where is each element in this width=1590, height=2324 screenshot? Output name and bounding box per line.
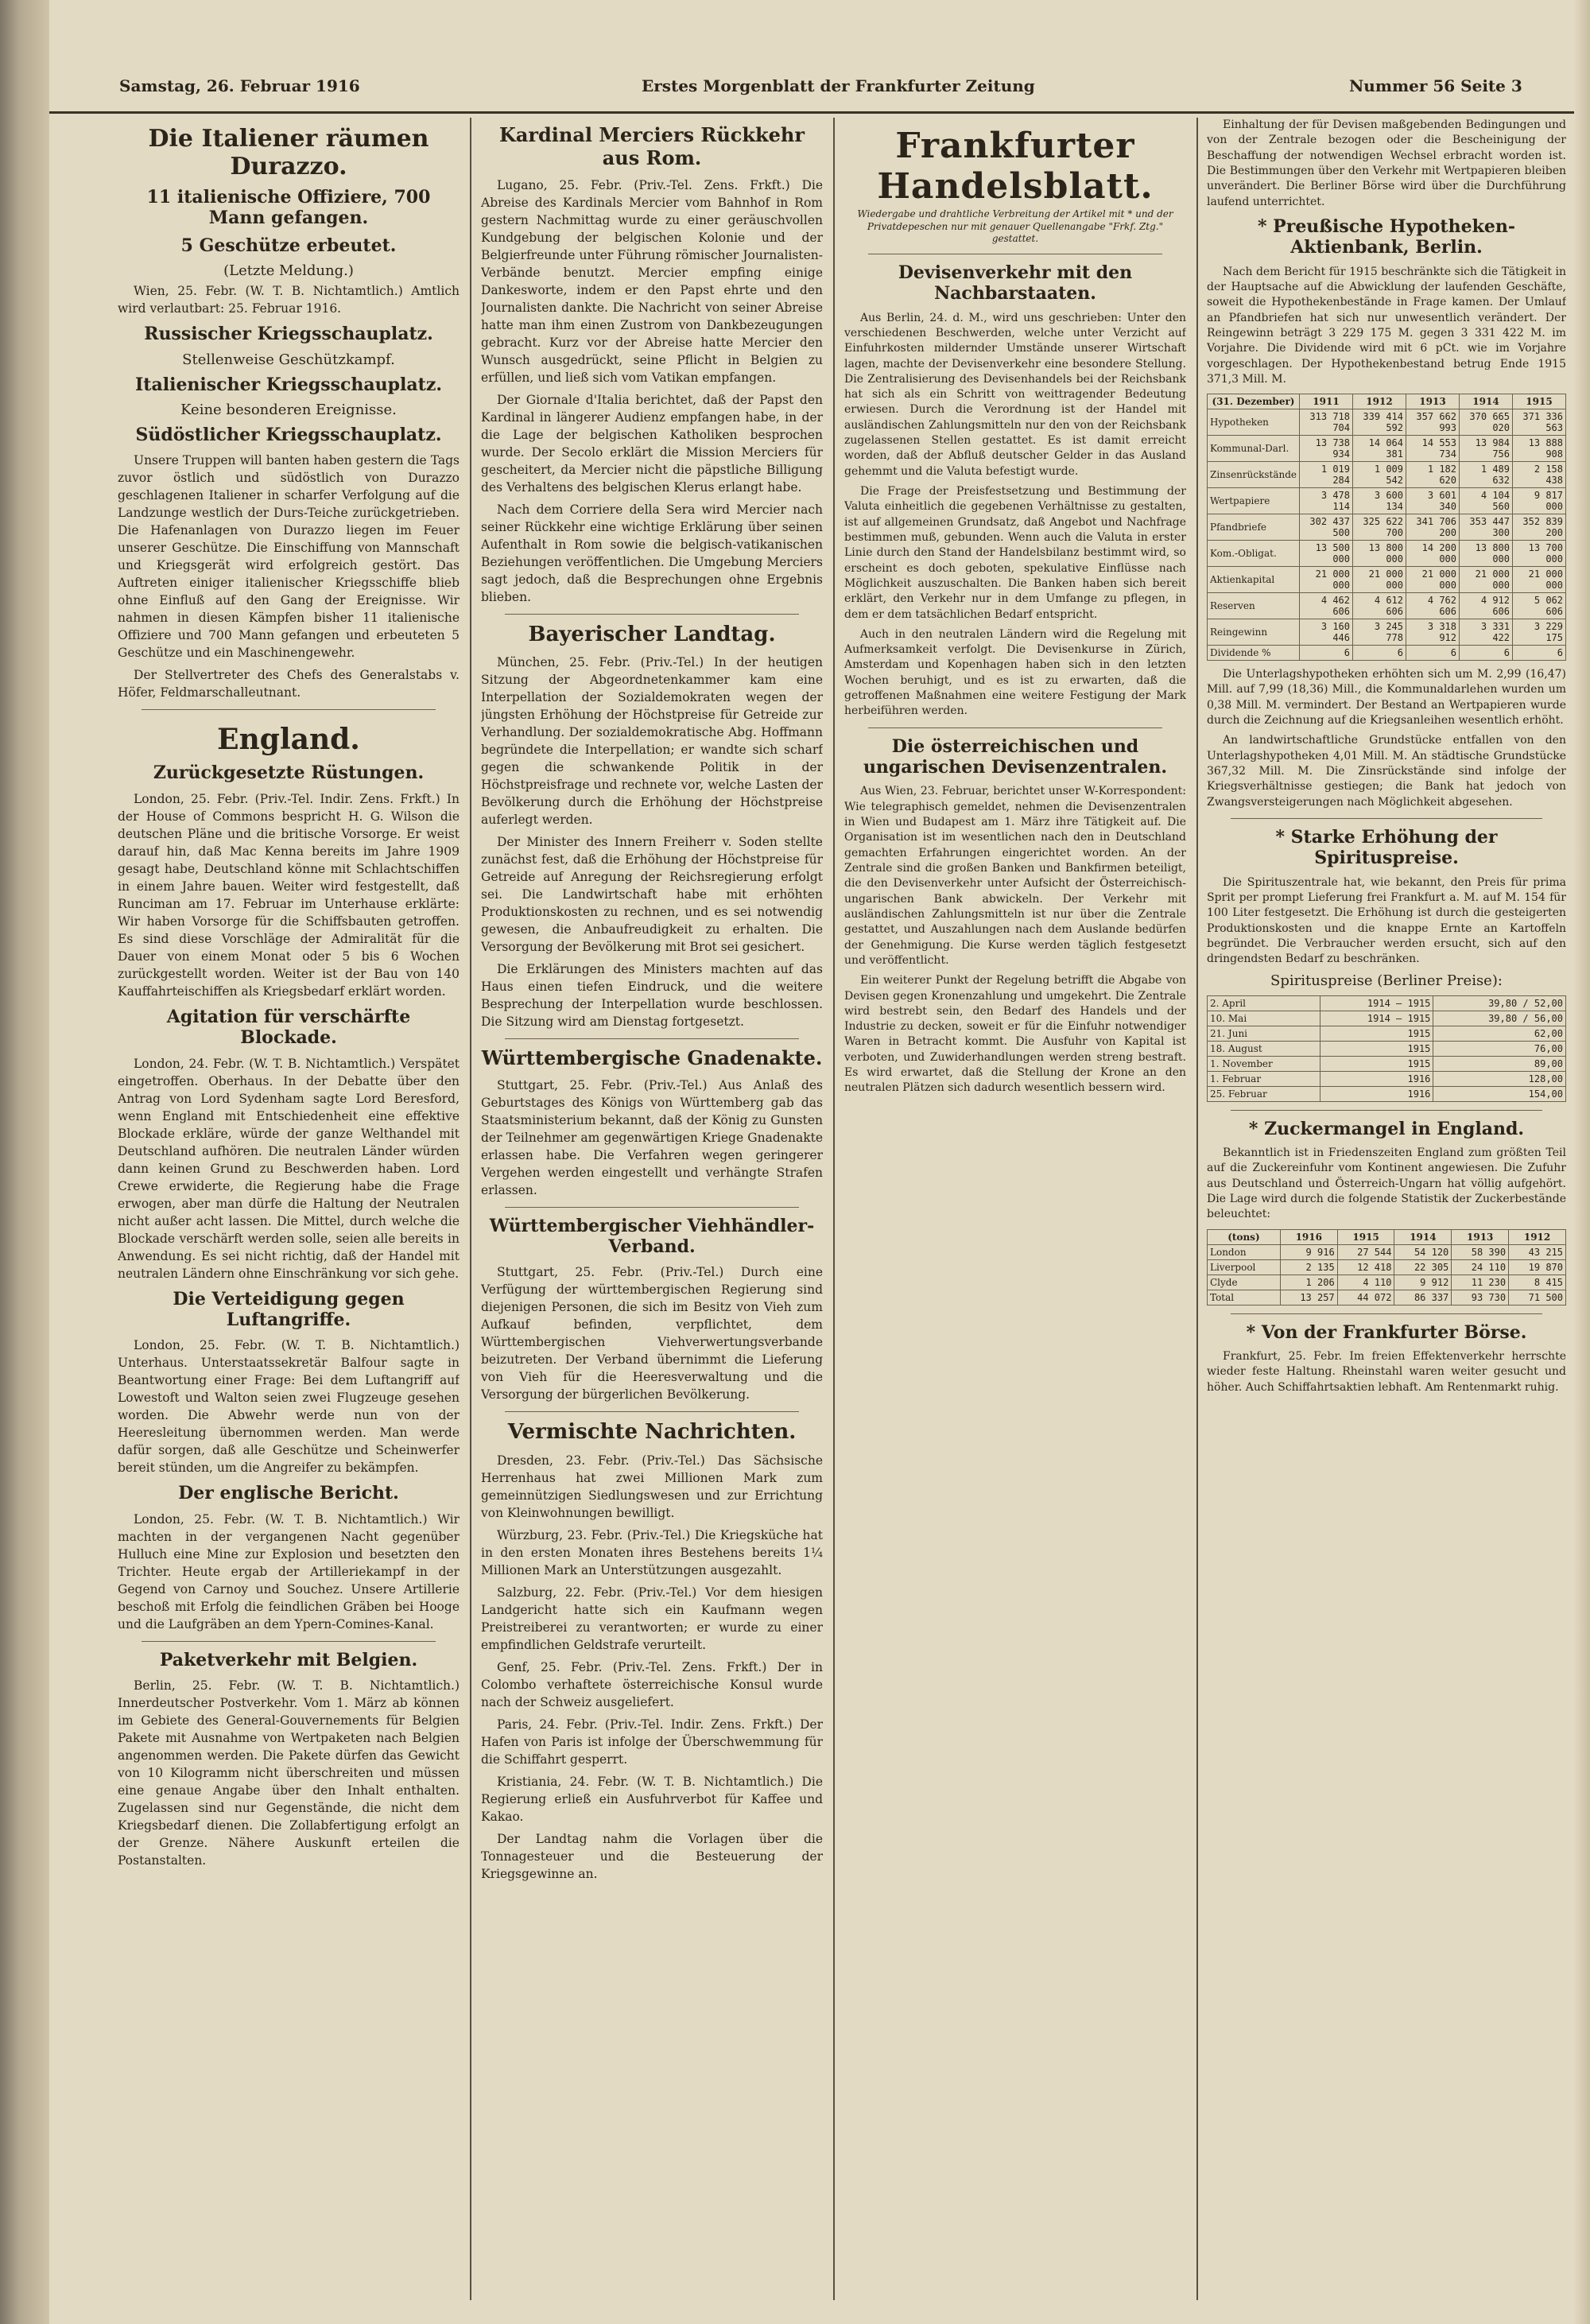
table-column-header: 1915 <box>1337 1229 1394 1244</box>
table-cell: 1916 <box>1320 1071 1433 1086</box>
table-row <box>1208 1290 1566 1305</box>
table-cell: 370 665 020 <box>1460 409 1513 436</box>
table-column-header: 1911 <box>1300 394 1353 409</box>
table-cell: 1915 <box>1320 1056 1433 1071</box>
table-cell: 71 500 <box>1509 1290 1566 1305</box>
paragraph: Die Frage der Preisfestsetzung und Bestimmung der Valuta einheitlich die gegebenen Verhältnisse zu gestalten, ist auf allgemeinen Grundsatz, daß Angebot und Nachfrage bestimmen muß, gebunden. Wenn auch die Valuta in erster Linie durch den Stand der Handelsbilanz bestimmt wird, so erscheint es doch geboten, spekulative Einflüsse nach Möglichkeit auszuschalten. Die Banken haben sich bereit erklärt, den Verkehr nur in dem Umfange zu pflegen, in dem er dem tatsächlichen Bedarf entspricht. <box>844 485 1186 621</box>
table-cell: 14 064 381 <box>1353 436 1406 462</box>
note: Stellenweise Geschützkampf. <box>182 351 395 368</box>
table-cell: Clyde <box>1208 1275 1281 1290</box>
table-cell: 93 730 <box>1452 1290 1509 1305</box>
headline: Kardinal Merciers Rückkehr aus Rom. <box>498 123 805 169</box>
table-cell: 3 160 446 <box>1300 619 1353 646</box>
table-cell: 10. Mai <box>1208 1011 1320 1026</box>
headline: Bayerischer Landtag. <box>528 622 776 646</box>
table-column-header: 1916 <box>1280 1229 1337 1244</box>
table-column-header: 1913 <box>1406 394 1460 409</box>
table-row <box>1208 646 1566 661</box>
headline: * Zuckermangel in England. <box>1248 1118 1525 1139</box>
table-cell: 76,00 <box>1433 1041 1566 1056</box>
table-cell: 3 331 422 <box>1460 619 1513 646</box>
table-cell: 25. Februar <box>1208 1086 1320 1101</box>
table-cell: 1914 — 1915 <box>1320 995 1433 1011</box>
headline: Paketverkehr mit Belgien. <box>159 1649 418 1670</box>
table-cell: 357 662 993 <box>1406 409 1460 436</box>
table-cell: Reingewinn <box>1208 619 1300 646</box>
column-4 <box>1207 118 1566 2300</box>
table-cell: 86 337 <box>1394 1290 1452 1305</box>
headline: Devisenverkehr mit den Nachbarstaaten. <box>898 262 1133 305</box>
table-cell: 13 888 908 <box>1513 436 1566 462</box>
paragraph: London, 25. Febr. (Priv.-Tel. Indir. Zens. Frkft.) In der House of Commons bespricht H. G. Wilson die deutschen Pläne und die britische Vorsorge. Er weist darauf hin, daß Mac Kenna bereits im Jahre 1909 gesagt habe, Deutschland könne mit Schlachtschiffen in einem Jahre bauen. Weiter wird festgestellt, daß Runciman am 17. Februar im Unterhause erklärte: Wir haben Vorsorge für die Schiffsbauten getroffen. Es sind diese Vorschläge der Admiralität für die Dauer von einem Monat oder 5 bis 6 Wochen zurückgestellt worden. Weiter ist der Bau von 140 Kauffahrteischiffen als Kriegsbedarf erklärt worden. <box>118 791 460 999</box>
paragraph: Stuttgart, 25. Febr. (Priv.-Tel.) Aus Anlaß des Geburtstages des Königs von Württemberg gab das Staatsministerium bekannt, daß der König zu Gunsten der Teilnehmer am gegenwärtigen Kriege Gnadenakte erlassen habe. Die Verfahren wegen geringerer Vergehen werden eingestellt und verhängte Strafen erlassen. <box>481 1077 823 1197</box>
header-title: Erstes Morgenblatt der Frankfurter Zeitung <box>642 76 1035 95</box>
table-cell: 3 318 912 <box>1406 619 1460 646</box>
table-cell: 9 912 <box>1394 1275 1452 1290</box>
paragraph: Der Minister des Innern Freiherr v. Soden stellte zunächst fest, daß die Erhöhung der Höchstpreise für Getreide auf Anregung der Reichsregierung erfolgt sei. Die Landwirtschaft habe mit erhöhten Produktionskosten zu rechnen, und es sei notwendig gewesen, die Anbaufreudigkeit zu erhalten. Die Versorgung der Bevölkerung mit Brot sei gesichert. <box>481 834 823 954</box>
table-cell: 6 <box>1300 646 1353 661</box>
paragraph: Aus Wien, 23. Februar, berichtet unser W-Korrespondent: Wie telegraphisch gemeldet, nehmen die Devisenzentralen in Wien und Budapest am 1. März ihre Tätigkeit auf. Die Organisation ist im wesentlichen nach den in Deutschland gemachten Erfahrungen eingerichtet worden. An der Zentrale sind die großen Banken und Bankfirmen beteiligt, die den Devisenverkehr unter Aufsicht der Österreichisch-ungarischen Bank abwickeln. Der Verkehr mit ausländischen Zahlungsmitteln ist nur über die Zentrale gestattet, und Auszahlungen nach dem Auslande bedürfen der Genehmigung. Die Kurse werden täglich festgesetzt und veröffentlicht. <box>844 785 1186 967</box>
paragraph: Einhaltung der für Devisen maßgebenden Bedingungen und von der Zentrale bezogen oder die Bescheinigung der Beschaffung der notwendigen Wechsel erbracht worden ist. Die Bestimmungen über den Verkehr mit Wertpapieren bleiben unverändert. Die Berliner Börse wird über die Durchführung laufend unterrichtet. <box>1207 118 1566 208</box>
table-cell: 5 062 606 <box>1513 593 1566 619</box>
table-cell: 13 257 <box>1280 1290 1337 1305</box>
paragraph: Wien, 25. Febr. (W. T. B. Nichtamtlich.) Amtlich wird verlautbart: 25. Februar 1916. <box>118 284 460 316</box>
headline: Die österreichischen und ungarischen Devisenzentralen. <box>863 735 1168 778</box>
table-cell: 18. August <box>1208 1041 1320 1056</box>
divider <box>505 1207 799 1208</box>
table-cell: 371 336 563 <box>1513 409 1566 436</box>
table-cell: 4 110 <box>1337 1275 1394 1290</box>
section-heading: Italienischer Kriegsschauplatz. <box>135 374 442 395</box>
masthead-note: Wiedergabe und drahtliche Verbreitung der Artikel mit * und der Privatdepeschen nur mit genauer Quellenangabe "Frkf. Ztg." gestattet. <box>857 208 1173 245</box>
table-cell: 9 817 000 <box>1513 488 1566 514</box>
table-header: (31. Dezember) <box>1208 394 1300 409</box>
table-cell: 21 000 000 <box>1513 567 1566 593</box>
table-cell: 154,00 <box>1433 1086 1566 1101</box>
paragraph: Aus Berlin, 24. d. M., wird uns geschrieben: Unter den verschiedenen Beschwerden, welche unter Verzicht auf Einfuhrkosten mildernder Umstände unserer Wirtschaft lagen, machte der Devisenverkehr eine besondere Stellung. Die Zentralisierung des Devisenhandels bei der Reichsbank hat sich als ein Schritt von weittragender Bedeutung erwiesen. Durch die Verordnung ist der Handel mit ausländischen Zahlungsmitteln nur den von der Reichsbank zugelassenen Stellen gestattet. Es ist damit erreicht worden, daß der Abfluß deutscher Gelder in das Ausland gehemmt und die Valuta befestigt wurde. <box>844 311 1186 478</box>
divider <box>142 709 436 710</box>
table-cell: 4 912 606 <box>1460 593 1513 619</box>
paragraph: Auch in den neutralen Ländern wird die Regelung mit Aufmerksamkeit verfolgt. Die Devisenkurse in Zürich, Amsterdam und Kopenhagen haben sich in den letzten Wochen beruhigt, und es ist zu erwarten, daß die getroffenen Maßnahmen eine weitere Festigung der Mark herbeiführen werden. <box>844 627 1186 718</box>
column-separator <box>1196 118 1198 2300</box>
table-cell: 13 984 756 <box>1460 436 1513 462</box>
note: Keine besonderen Ereignisse. <box>180 401 397 418</box>
paragraph: Berlin, 25. Febr. (W. T. B. Nichtamtlich.) Innerdeutscher Postverkehr. Vom 1. März ab können im Gebiete des General-Gouvernements für Belgien Pakete mit Ausnahme von Wertpaketen nach Belgien angenommen werden. Die Pakete dürfen das Gewicht von 10 Kilogramm nicht überschreiten und müssen eine genaue Angabe über den Inhalt enthalten. Zugelassen sind nur Gegenstände, die nicht dem Kriegsbedarf dienen. Die Zollabfertigung erfolgt an der Grenze. Nähere Auskunft erteilen die Postanstalten. <box>118 1678 460 1868</box>
table-cell: 313 718 704 <box>1300 409 1353 436</box>
table-cell: 339 414 592 <box>1353 409 1406 436</box>
table-cell: 1 206 <box>1280 1275 1337 1290</box>
newspaper-page <box>49 0 1590 2324</box>
table-cell: 13 700 000 <box>1513 541 1566 567</box>
paragraph: Der Stellvertreter des Chefs des Generalstabs v. Höfer, Feldmarschalleutnant. <box>118 668 460 700</box>
paragraph: Frankfurt, 25. Febr. Im freien Effektenverkehr herrschte wieder feste Haltung. Rheinstahl waren weiter gesucht und höher. Auch Schiffahrtsaktien lebhaft. Am Rentenmarkt ruhig. <box>1207 1349 1566 1394</box>
table-cell: 6 <box>1513 646 1566 661</box>
table-title: Spirituspreise (Berliner Preise): <box>1270 972 1503 989</box>
headline: Der englische Bericht. <box>178 1483 399 1504</box>
table-cell: 302 437 500 <box>1300 514 1353 541</box>
headline: Württembergische Gnadenakte. <box>481 1046 823 1069</box>
paragraph: München, 25. Febr. (Priv.-Tel.) In der heutigen Sitzung der Abgeordnetenkammer kam eine Interpellation der Sozialdemokraten wegen der jüngsten Erhöhung der Höchstpreise für Getreide zur Verhandlung. Der sozialdemokratische Abg. Hoffmann begründete die Interpellation; er wandte sich scharf gegen die schwankende Politik in der Höchstpreisfrage und rechnete vor, welche Lasten der Bevölkerung durch die Erhöhung der Höchstpreise auferlegt werden. <box>481 654 823 827</box>
paragraph: Die Erklärungen des Ministers machten auf das Haus einen tiefen Eindruck, und die weitere Besprechung der Interpellation wurde beschlossen. Die Sitzung wird am Dienstag fortgesetzt. <box>481 961 823 1029</box>
table-cell: 43 215 <box>1509 1244 1566 1259</box>
divider <box>505 1411 799 1412</box>
paragraph: Genf, 25. Febr. (Priv.-Tel. Zens. Frkft.) Der in Colombo verhaftete österreichische Konsul wurde nach der Schweiz ausgeliefert. <box>481 1659 823 1709</box>
section-heading: Südöstlicher Kriegsschauplatz. <box>135 424 442 445</box>
paragraph: London, 25. Febr. (W. T. B. Nichtamtlich.) Unterhaus. Unterstaatssekretär Balfour sagte in Beantwortung einer Frage: Bei dem Luftangriff auf Lowestoft und Walton seien zwei Flugzeuge gesehen worden. Die Abwehr werde nun von der Heeresleitung übernommen werden. Man werde dafür sorgen, daß alle Geschütze und Scheinwerfer bereit stünden, um die Angreifer zu bekämpfen. <box>118 1338 460 1476</box>
paragraph: Stuttgart, 25. Febr. (Priv.-Tel.) Durch eine Verfügung der württembergischen Regierung sind diejenigen Personen, die sich im Besitz von Vieh zum Aufkauf befinden, verpflichtet, dem Württembergischen Viehverwertungsverbande beizutreten. Der Verband übernimmt die Lieferung von Vieh für die Heeresverwaltung und die Versorgung der bürgerlichen Bevölkerung. <box>481 1265 823 1403</box>
table-cell: 353 447 300 <box>1460 514 1513 541</box>
table-cell: 3 478 114 <box>1300 488 1353 514</box>
page-edge-shadow <box>1574 0 1590 2324</box>
table-column-header: 1912 <box>1509 1229 1566 1244</box>
book-binding-edge <box>0 0 49 2324</box>
note: (Letzte Meldung.) <box>223 262 354 280</box>
table-cell: 2. April <box>1208 995 1320 1011</box>
table-cell: London <box>1208 1244 1281 1259</box>
section-heading: Russischer Kriegsschauplatz. <box>144 324 433 345</box>
section-title: England. <box>217 723 360 757</box>
headline: * Von der Frankfurter Börse. <box>1246 1321 1527 1343</box>
header-rule <box>49 111 1590 114</box>
table-row <box>1208 436 1566 462</box>
table-cell: 19 870 <box>1509 1259 1566 1275</box>
divider <box>868 727 1162 728</box>
table-row <box>1208 514 1566 541</box>
table-cell: 1914 — 1915 <box>1320 1011 1433 1026</box>
table-cell: Kom.-Obligat. <box>1208 541 1300 567</box>
table-column-header: 1914 <box>1460 394 1513 409</box>
table-cell: 12 418 <box>1337 1259 1394 1275</box>
table-cell: 2 158 438 <box>1513 462 1566 488</box>
paragraph: Dresden, 23. Febr. (Priv.-Tel.) Das Sächsische Herrenhaus hat zwei Millionen Mark zum gemeinnützigen Siedlungswesen und zur Errichtung von Kleinwohnungen bewilligt. <box>481 1453 823 1520</box>
table-cell: 89,00 <box>1433 1056 1566 1071</box>
table-cell: Pfandbriefe <box>1208 514 1300 541</box>
table-cell: 54 120 <box>1394 1244 1452 1259</box>
table-cell: Dividende % <box>1208 646 1300 661</box>
table-cell: 1. Februar <box>1208 1071 1320 1086</box>
table-cell: 14 200 000 <box>1406 541 1460 567</box>
paragraph: An landwirtschaftliche Grundstücke entfallen von den Unterlagshypotheken 4,01 Mill. M. An städtische Grundstücke 367,32 Mill. M. Die Zinsrückstände sind infolge der Kriegsverhältnisse gestiegen; die Bank hat jedoch von Zwangsversteigerungen nach Möglichkeit abgesehen. <box>1207 734 1566 809</box>
table-cell: 1 489 632 <box>1460 462 1513 488</box>
table-row <box>1208 1071 1566 1086</box>
table-row <box>1208 1056 1566 1071</box>
column-2 <box>481 118 823 2300</box>
table-cell: 1 009 542 <box>1353 462 1406 488</box>
table-cell: 1915 <box>1320 1026 1433 1041</box>
table-cell: 325 622 700 <box>1353 514 1406 541</box>
divider <box>1231 818 1542 819</box>
table-row <box>1208 1275 1566 1290</box>
paragraph: Ein weiterer Punkt der Regelung betrifft die Abgabe von Devisen gegen Kronenzahlung und umgekehrt. Die Zentrale wird bestrebt sein, den Bedarf des Handels und der Industrie zu decken, soweit er für die Einfuhr notwendiger Waren in Betracht kommt. Die Ausfuhr von Kapital ist verboten, und Zuwiderhandlungen werden streng bestraft. Es wird erwartet, daß die Stellung der Krone an den neutralen Plätzen sich dadurch wesentlich bessern wird. <box>844 974 1186 1095</box>
table-column-header: 1912 <box>1353 394 1406 409</box>
table-cell: Reserven <box>1208 593 1300 619</box>
column-1 <box>118 118 460 2300</box>
column-3 <box>844 118 1186 2300</box>
table-cell: 27 544 <box>1337 1244 1394 1259</box>
table-cell: 39,80 / 52,00 <box>1433 995 1566 1011</box>
headline: Agitation für verschärfte Blockade. <box>166 1006 411 1049</box>
table-cell: 11 230 <box>1452 1275 1509 1290</box>
table-cell: Aktienkapital <box>1208 567 1300 593</box>
table-cell: 4 762 606 <box>1406 593 1460 619</box>
table-row <box>1208 1011 1566 1026</box>
table-cell: 58 390 <box>1452 1244 1509 1259</box>
table-row <box>1208 1244 1566 1259</box>
paragraph: London, 25. Febr. (W. T. B. Nichtamtlich.) Wir machten in der vergangenen Nacht gegenüber Hulluch eine Mine zur Explosion und besetzten den Trichter. Heute ergab der Artilleriekampf in der Gegend von Carnoy und Souchez. Unsere Artillerie beschoß mit Erfolg die feindlichen Gräben bei Hooge und die Laufgräben an dem Ypern-Comines-Kanal. <box>118 1511 460 1631</box>
paragraph: London, 24. Febr. (W. T. B. Nichtamtlich.) Verspätet eingetroffen. Oberhaus. In der Debatte über den Antrag von Lord Sydenham sagte Lord Beresford, wenn England mit Entschiedenheit eine effektive Blockade erkläre, würde der ganze Welthandel mit Deutschland aufhören. Die neutralen Länder würden dann keinen Grund zu Beschwerden haben. Lord Crewe erwiderte, die Regierung habe die Frage erwogen, aber man dürfe die Haltung der Neutralen nicht außer acht lassen. Die Mittel, durch welche die Blockade verschärft werden solle, seien alle bereits in Anwendung. Es sei nicht richtig, daß der Handel mit neutralen Ländern ohne Einschränkung vor sich gehe. <box>118 1056 460 1281</box>
table-cell: 1916 <box>1320 1086 1433 1101</box>
table-cell: 2 135 <box>1280 1259 1337 1275</box>
paragraph: Würzburg, 23. Febr. (Priv.-Tel.) Die Kriegsküche hat in den ersten Monaten ihres Bestehens bereits 1¼ Millionen Mark an Unterstützungen ausgezahlt. <box>481 1527 823 1577</box>
headline: Württembergischer Viehhändler-Verband. <box>489 1215 815 1257</box>
table-cell: 8 415 <box>1509 1275 1566 1290</box>
spirit-price-table <box>1207 995 1566 1102</box>
paragraph: Die Spirituszentrale hat, wie bekannt, den Preis für prima Sprit per prompt Lieferung frei Frankfurt a. M. auf M. 154 für 100 Liter festgesetzt. Die Erhöhung ist durch die gesteigerten Produktionskosten und die knappe Ernte an Kartoffeln begründet. Die Verbraucher werden ersucht, sich auf den dringendsten Bedarf zu beschränken. <box>1207 875 1566 966</box>
headline-durazzo: Die Italiener räumen Durazzo. <box>148 125 429 180</box>
table-cell: 21 000 000 <box>1353 567 1406 593</box>
table-row <box>1208 1086 1566 1101</box>
table-cell: Hypotheken <box>1208 409 1300 436</box>
table-cell: 62,00 <box>1433 1026 1566 1041</box>
page-header <box>49 76 1590 108</box>
headline: * Starke Erhöhung der Spirituspreise. <box>1275 826 1498 869</box>
table-row <box>1208 409 1566 436</box>
table-cell: 1 019 284 <box>1300 462 1353 488</box>
table-cell: 4 462 606 <box>1300 593 1353 619</box>
table-row <box>1208 541 1566 567</box>
handelsblatt-masthead: Frankfurter Handelsblatt. <box>877 126 1154 207</box>
table-column-header: 1913 <box>1452 1229 1509 1244</box>
table-row <box>1208 593 1566 619</box>
table-row <box>1208 995 1566 1011</box>
table-cell: 21 000 000 <box>1460 567 1513 593</box>
table-row <box>1208 488 1566 514</box>
table-cell: 6 <box>1460 646 1513 661</box>
paragraph: Salzburg, 22. Febr. (Priv.-Tel.) Vor dem hiesigen Landgericht hatte sich ein Kaufmann wegen Preistreiberei zu verantworten; er wurde zu einer empfindlichen Geldstrafe verurteilt. <box>481 1585 823 1652</box>
subheadline: 5 Geschütze erbeutet. <box>180 235 397 256</box>
headline: Zurückgesetzte Rüstungen. <box>153 762 425 784</box>
table-cell: 13 500 000 <box>1300 541 1353 567</box>
paragraph: Unsere Truppen will banten haben gestern die Tags zuvor östlich und südöstlich von Durazzo geschlagenen Italiener in scharfer Verfolgung auf die Landzunge westlich der Durs-Teiche zurückgetrieben. Die Hafenanlagen von Durazzo liegen im Feuer unserer Geschütze. Die Einschiffung von Mannschaft und Kriegsgerät wird erfolgreich gestört. Das Auftreten einiger italienischer Kriegsschiffe blieb ohne Einfluß auf den Gang der Ereignisse. Wir nahmen in diesen Kämpfen bisher 11 italienische Offiziere und 700 Mann gefangen und erbeuteten 5 Geschütze und ein Maschinengewehr. <box>118 453 460 661</box>
table-cell: 21 000 000 <box>1300 567 1353 593</box>
table-row <box>1208 1259 1566 1275</box>
table-row <box>1208 1041 1566 1056</box>
table-cell: 13 800 000 <box>1353 541 1406 567</box>
header-page-number: Nummer 56 Seite 3 <box>1349 76 1522 95</box>
paragraph: Bekanntlich ist in Friedenszeiten England zum größten Teil auf die Zuckereinfuhr vom Kontinent angewiesen. Die Zufuhr aus Deutschland und Österreich-Ungarn hat völlig aufgehört. Die Lage wird durch die folgende Statistik der Zuckerbestände beleuchtet: <box>1207 1146 1566 1221</box>
header-date: Samstag, 26. Februar 1916 <box>119 76 360 95</box>
table-row <box>1208 1026 1566 1041</box>
divider <box>1231 1110 1542 1111</box>
table-cell: 1915 <box>1320 1041 1433 1056</box>
table-cell: 3 600 134 <box>1353 488 1406 514</box>
table-cell: 4 612 606 <box>1353 593 1406 619</box>
table-column-header: 1915 <box>1513 394 1566 409</box>
table-cell: 341 706 200 <box>1406 514 1460 541</box>
divider <box>505 1038 799 1039</box>
table-cell: 4 104 560 <box>1460 488 1513 514</box>
table-cell: Total <box>1208 1290 1281 1305</box>
divider <box>505 614 799 615</box>
column-separator <box>833 118 835 2300</box>
table-row <box>1208 619 1566 646</box>
headline: * Preußische Hypotheken-Aktienbank, Berlin. <box>1258 215 1515 258</box>
divider <box>1231 1313 1542 1314</box>
table-cell: Liverpool <box>1208 1259 1281 1275</box>
table-cell: 3 601 340 <box>1406 488 1460 514</box>
table-cell: 39,80 / 56,00 <box>1433 1011 1566 1026</box>
paragraph: Nach dem Corriere della Sera wird Mercier nach seiner Rückkehr eine wichtige Erklärung über seinen Aufenthalt in Rom sowie die belgisch-vatikanischen Beziehungen veröffentlichen. Die Umgebung Merciers sagt jedoch, daß die Besprechungen ohne Ergebnis blieben. <box>481 502 823 604</box>
subheadline: 11 italienische Offiziere, 700 Mann gefangen. <box>146 187 431 229</box>
table-cell: 21 000 000 <box>1406 567 1460 593</box>
table-cell: Kommunal-Darl. <box>1208 436 1300 462</box>
paragraph: Kristiania, 24. Febr. (W. T. B. Nichtamtlich.) Die Regierung erließ ein Ausfuhrverbot für Kaffee und Kakao. <box>481 1774 823 1824</box>
table-cell: Wertpapiere <box>1208 488 1300 514</box>
table-cell: 3 229 175 <box>1513 619 1566 646</box>
table-column-header: 1914 <box>1394 1229 1452 1244</box>
table-cell: 22 305 <box>1394 1259 1452 1275</box>
paragraph: Lugano, 25. Febr. (Priv.-Tel. Zens. Frkft.) Die Abreise des Kardinals Mercier vom Bahnhof in Rom gestern Nachmittag wurde zu einer geräuschvollen Kundgebung der belgischen Kolonie und der Belgierfreunde unter Führung römischer Journalisten-Verbände benutzt. Mercier empfing einige Dankesworte, indem er den Papst ehrte und den Journalisten dankte. Die Nachricht von seiner Abreise hatte man ihm einen Zustrom von Dankbezeugungen gebracht. Kurz vor der Abreise hatte Mercier den Wunsch ausgedrückt, seine Pflicht in Belgien zu erfüllen, und ließ sich vom Vatikan empfangen. <box>481 177 823 385</box>
paragraph: Paris, 24. Febr. (Priv.-Tel. Indir. Zens. Frkft.) Der Hafen von Paris ist infolge der Überschwemmung für die Schiffahrt gesperrt. <box>481 1717 823 1767</box>
headline: Die Verteidigung gegen Luftangriffe. <box>173 1288 405 1330</box>
table-cell: 6 <box>1406 646 1460 661</box>
table-cell: 24 110 <box>1452 1259 1509 1275</box>
paragraph: Nach dem Bericht für 1915 beschränkte sich die Tätigkeit in der Hauptsache auf die Abwicklung der laufenden Geschäfte, soweit die Hypothekenbestände in Frage kamen. Der Umlauf an Pfandbriefen hat sich nur unwesentlich verändert. Der Reingewinn beträgt 3 229 175 M. gegen 3 331 422 M. im Vorjahre. Die Dividende wird mit 6 pCt. wie im Vorjahre vorgeschlagen. Der Hypothekenbestand betrug Ende 1915 371,3 Mill. M. <box>1207 265 1566 386</box>
table-row <box>1208 462 1566 488</box>
table-cell: 13 800 000 <box>1460 541 1513 567</box>
table-cell: 9 916 <box>1280 1244 1337 1259</box>
headline: Vermischte Nachrichten. <box>507 1420 797 1445</box>
table-cell: 44 072 <box>1337 1290 1394 1305</box>
bank-balance-table <box>1207 394 1566 661</box>
paragraph: Der Giornale d'Italia berichtet, daß der Papst den Kardinal in längerer Audienz empfangen habe, in der die Lage der belgischen Katholiken besprochen wurde. Der Secolo erklärt die Mission Merciers für gescheitert, da Mercier nicht die päpstliche Billigung des Verhaltens des belgischen Klerus erlangt habe. <box>481 392 823 495</box>
table-cell: 13 738 934 <box>1300 436 1353 462</box>
paragraph: Der Landtag nahm die Vorlagen über die Tonnagesteuer und die Besteuerung der Kriegsgewinne an. <box>481 1831 823 1881</box>
table-cell: 3 245 778 <box>1353 619 1406 646</box>
column-separator <box>470 118 471 2300</box>
table-cell: 1. November <box>1208 1056 1320 1071</box>
table-column-header: (tons) <box>1208 1229 1281 1244</box>
table-cell: 352 839 200 <box>1513 514 1566 541</box>
table-cell: Zinsenrückstände <box>1208 462 1300 488</box>
sugar-stock-table <box>1207 1229 1566 1306</box>
table-cell: 1 182 620 <box>1406 462 1460 488</box>
paragraph: Die Unterlagshypotheken erhöhten sich um M. 2,99 (16,47) Mill. auf 7,99 (18,36) Mill., die Kommunaldarlehen wurden um 0,38 Mill. M. vermindert. Der Bestand an Wertpapieren wurde durch die Zeichnung auf die Kriegsanleihen wesentlich erhöht. <box>1207 668 1566 727</box>
table-cell: 6 <box>1353 646 1406 661</box>
table-cell: 14 553 734 <box>1406 436 1460 462</box>
table-cell: 21. Juni <box>1208 1026 1320 1041</box>
table-row <box>1208 567 1566 593</box>
table-cell: 128,00 <box>1433 1071 1566 1086</box>
divider <box>142 1641 436 1642</box>
